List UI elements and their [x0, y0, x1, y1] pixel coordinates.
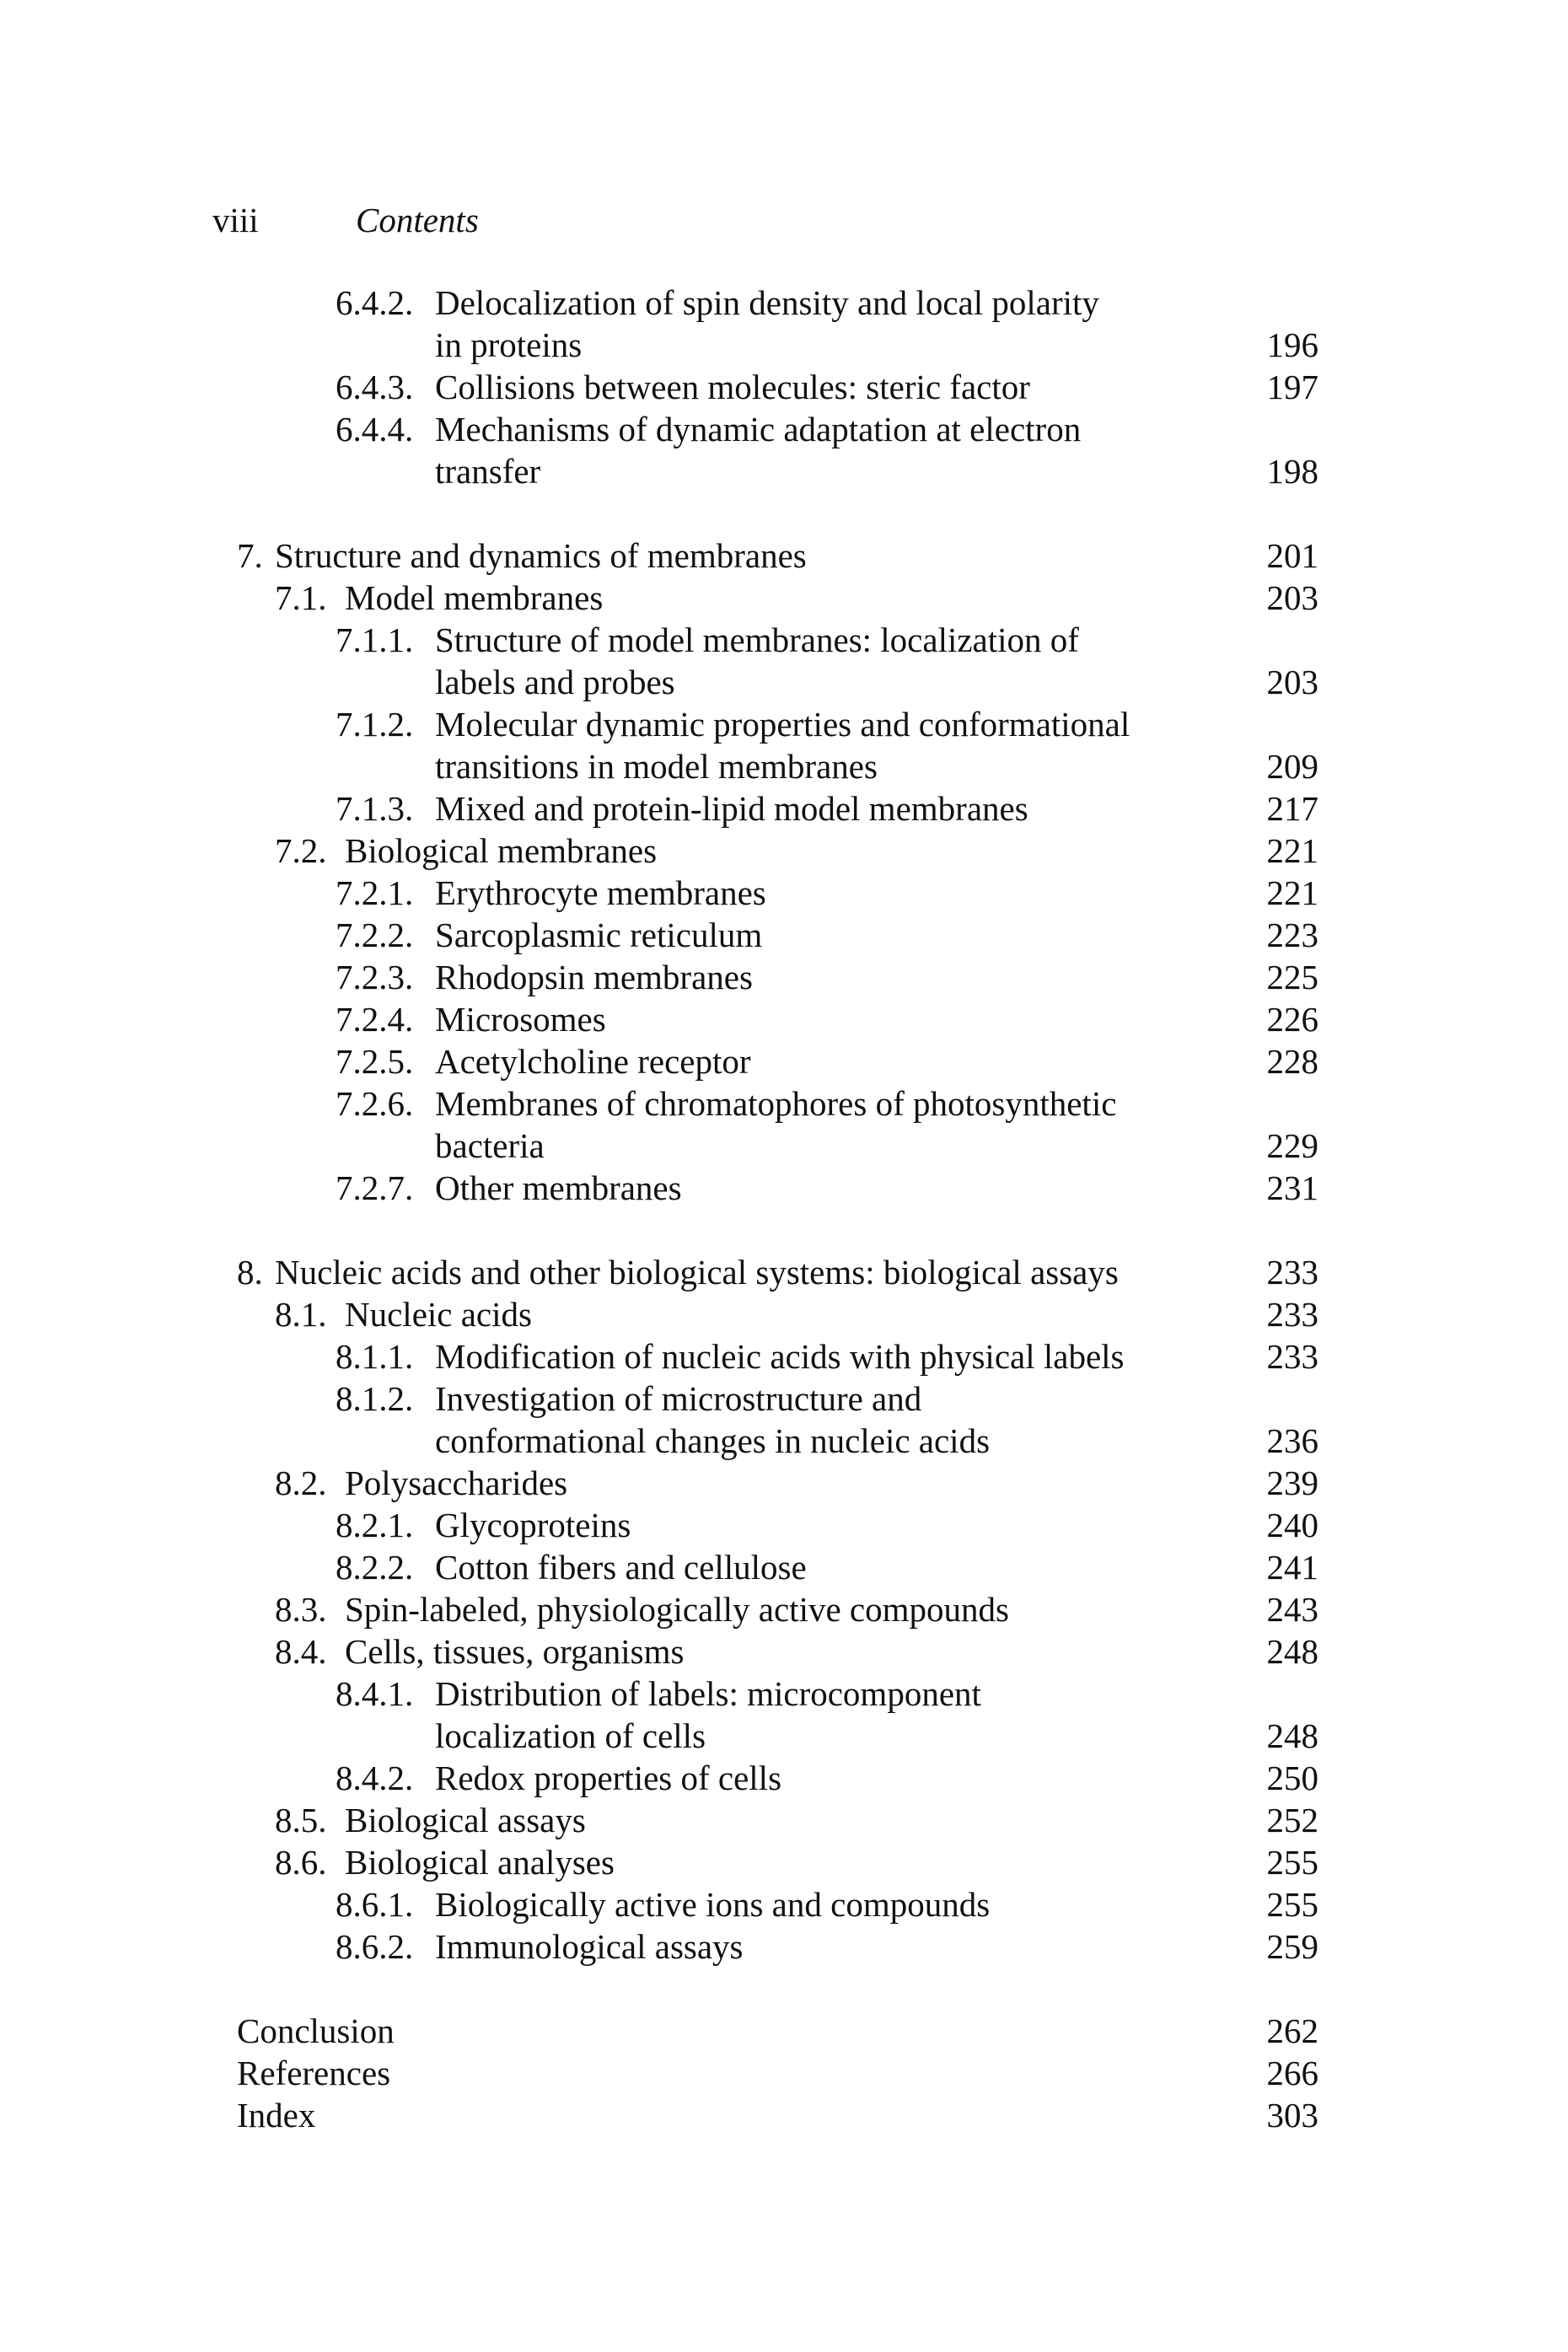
toc-entry-title: Index	[237, 2096, 316, 2135]
toc-entry-page: 225	[1266, 958, 1318, 996]
toc-entry-title: transitions in model membranes	[435, 747, 878, 786]
toc-entry-number: 8.2.	[275, 1463, 327, 1502]
toc-entry-number: 7.2.1.	[336, 873, 414, 912]
toc-entry	[0, 1757, 1568, 1799]
toc-entry-number: 7.2.4.	[336, 1000, 414, 1039]
section-spacer	[0, 1209, 1568, 1251]
toc-entry-number: 8.1.2.	[336, 1379, 414, 1418]
toc-entry-number: 8.4.1.	[336, 1674, 414, 1713]
toc-entry-number: 7.1.1.	[336, 620, 414, 659]
toc-entry-page: 233	[1266, 1337, 1318, 1376]
toc-entry-page: 209	[1266, 747, 1318, 786]
toc-entry-number: 8.1.1.	[336, 1337, 414, 1376]
toc-section	[0, 1462, 1568, 1504]
toc-entry-title: Membranes of chromatophores of photosynthetic	[435, 1084, 1117, 1123]
toc-entry-title: Conclusion	[237, 2011, 395, 2050]
toc-entry-title: References	[237, 2054, 391, 2092]
toc-entry-number: 8.2.1.	[336, 1506, 414, 1544]
toc-entry-title: Collisions between molecules: steric factor	[435, 368, 1030, 406]
toc-entry-title: Spin-labeled, physiologically active compounds	[345, 1590, 1009, 1629]
toc-entry	[0, 1040, 1568, 1082]
toc-entry-page: 236	[1266, 1421, 1318, 1460]
toc-entry-title: Glycoproteins	[435, 1506, 631, 1544]
toc-entry-page: 198	[1266, 452, 1318, 491]
toc-entry-number: 7.2.2.	[336, 916, 414, 954]
toc-entry-page: 221	[1266, 873, 1318, 912]
toc-entry	[0, 1925, 1568, 1968]
toc-entry	[0, 366, 1568, 408]
toc-entry-page: 241	[1266, 1548, 1318, 1587]
toc-entry-page: 196	[1266, 325, 1318, 364]
toc-section	[0, 1588, 1568, 1630]
toc-entry-title: Investigation of microstructure and	[435, 1379, 922, 1418]
toc-entry-title: Erythrocyte membranes	[435, 873, 766, 912]
toc-entry-title: Nucleic acids	[345, 1295, 532, 1334]
toc-entry	[0, 1546, 1568, 1588]
toc-entry-page: 255	[1266, 1843, 1318, 1882]
toc-entry-number: 8.6.	[275, 1843, 327, 1882]
toc-entry	[0, 1377, 1568, 1420]
toc-entry-title: Immunological assays	[435, 1927, 744, 1966]
table-of-contents	[0, 282, 1568, 2136]
toc-entry-number: 7.2.5.	[336, 1042, 414, 1081]
toc-entry-page: 217	[1266, 789, 1318, 828]
toc-entry-title: Delocalization of spin density and local polarity	[435, 283, 1099, 322]
toc-entry	[0, 1715, 1568, 1757]
toc-section	[0, 577, 1568, 619]
toc-entry-title: Distribution of labels: microcomponent	[435, 1674, 981, 1713]
toc-entry-title: localization of cells	[435, 1716, 706, 1755]
toc-entry-title: Rhodopsin membranes	[435, 958, 753, 996]
toc-entry-page: 231	[1266, 1168, 1318, 1207]
toc-section	[0, 1293, 1568, 1335]
toc-entry-page: 221	[1266, 831, 1318, 870]
toc-entry-title: conformational changes in nucleic acids	[435, 1421, 991, 1460]
toc-section	[0, 1841, 1568, 1883]
toc-entry-number: 7.1.	[275, 578, 327, 617]
toc-entry-title: Other membranes	[435, 1168, 682, 1207]
toc-entry	[0, 1167, 1568, 1209]
toc-entry-page: 259	[1266, 1927, 1318, 1966]
toc-entry-number: 8.	[237, 1253, 263, 1291]
toc-entry-title: Acetylcholine receptor	[435, 1042, 751, 1081]
toc-entry-title: in proteins	[435, 325, 583, 364]
toc-entry-number: 8.4.	[275, 1632, 327, 1671]
toc-entry	[0, 914, 1568, 956]
toc-section	[0, 1630, 1568, 1673]
toc-entry	[0, 787, 1568, 830]
toc-chapter	[0, 1251, 1568, 1293]
toc-section	[0, 1799, 1568, 1841]
toc-entry-number: 7.	[237, 536, 263, 575]
toc-entry-title: Biological membranes	[345, 831, 658, 870]
toc-back-matter	[0, 2010, 1568, 2052]
toc-entry-number: 8.1.	[275, 1295, 327, 1334]
toc-entry-title: Biologically active ions and compounds	[435, 1885, 991, 1924]
toc-entry-title: Cells, tissues, organisms	[345, 1632, 685, 1671]
toc-entry	[0, 1504, 1568, 1546]
toc-entry	[0, 998, 1568, 1040]
toc-entry-page: 255	[1266, 1885, 1318, 1924]
toc-entry-title: Nucleic acids and other biological systems: biological assays	[275, 1253, 1119, 1291]
section-spacer	[0, 492, 1568, 534]
toc-entry-title: Polysaccharides	[345, 1463, 568, 1502]
toc-entry-number: 6.4.2.	[336, 283, 414, 322]
toc-entry	[0, 450, 1568, 492]
toc-entry-page: 203	[1266, 663, 1318, 701]
toc-entry-number: 8.4.2.	[336, 1759, 414, 1797]
toc-entry-title: Biological assays	[345, 1801, 586, 1839]
toc-entry-page: 252	[1266, 1801, 1318, 1839]
toc-entry	[0, 872, 1568, 914]
toc-entry-number: 8.2.2.	[336, 1548, 414, 1587]
toc-entry-number: 6.4.3.	[336, 368, 414, 406]
toc-entry-page: 226	[1266, 1000, 1318, 1039]
toc-entry-page: 248	[1266, 1632, 1318, 1671]
toc-entry-page: 243	[1266, 1590, 1318, 1629]
toc-entry-title: Biological analyses	[345, 1843, 615, 1882]
toc-entry-page: 228	[1266, 1042, 1318, 1081]
toc-entry-title: labels and probes	[435, 663, 675, 701]
toc-entry-title: Mixed and protein-lipid model membranes	[435, 789, 1028, 828]
toc-back-matter	[0, 2052, 1568, 2094]
toc-entry-number: 6.4.4.	[336, 410, 414, 448]
toc-entry	[0, 1335, 1568, 1377]
toc-entry	[0, 956, 1568, 998]
toc-entry-page: 197	[1266, 368, 1318, 406]
toc-entry	[0, 1420, 1568, 1462]
toc-entry	[0, 324, 1568, 366]
toc-entry-number: 8.5.	[275, 1801, 327, 1839]
toc-entry-page: 233	[1266, 1253, 1318, 1291]
toc-entry	[0, 1082, 1568, 1125]
toc-entry-number: 8.3.	[275, 1590, 327, 1629]
toc-entry-title: Sarcoplasmic reticulum	[435, 916, 763, 954]
toc-entry-number: 7.2.7.	[336, 1168, 414, 1207]
toc-entry-page: 262	[1266, 2011, 1318, 2050]
running-head	[212, 199, 479, 241]
toc-section	[0, 830, 1568, 872]
running-head-title: Contents	[356, 201, 479, 239]
toc-entry-title: Model membranes	[345, 578, 604, 617]
toc-chapter	[0, 534, 1568, 577]
toc-entry	[0, 1883, 1568, 1925]
toc-entry	[0, 703, 1568, 745]
toc-entry-number: 7.2.	[275, 831, 327, 870]
toc-entry-page: 303	[1266, 2096, 1318, 2135]
toc-entry-title: transfer	[435, 452, 541, 491]
toc-entry-title: Structure of model membranes: localization of	[435, 620, 1079, 659]
toc-entry	[0, 661, 1568, 703]
toc-entry-page: 240	[1266, 1506, 1318, 1544]
toc-entry-title: Modification of nucleic acids with physical labels	[435, 1337, 1125, 1376]
page-folio: viii	[212, 201, 259, 239]
toc-entry-title: bacteria	[435, 1126, 545, 1165]
toc-back-matter	[0, 2094, 1568, 2136]
toc-entry	[0, 282, 1568, 324]
toc-entry-page: 248	[1266, 1716, 1318, 1755]
toc-entry-page: 266	[1266, 2054, 1318, 2092]
toc-entry-page: 239	[1266, 1463, 1318, 1502]
toc-entry	[0, 1673, 1568, 1715]
toc-entry-number: 8.6.1.	[336, 1885, 414, 1924]
toc-entry-title: Molecular dynamic properties and conformational	[435, 705, 1130, 744]
toc-entry	[0, 619, 1568, 661]
toc-entry	[0, 745, 1568, 787]
toc-entry-title: Structure and dynamics of membranes	[275, 536, 807, 575]
toc-entry-number: 7.2.6.	[336, 1084, 414, 1123]
toc-entry-page: 223	[1266, 916, 1318, 954]
toc-entry-page: 201	[1266, 536, 1318, 575]
toc-entry-page: 203	[1266, 578, 1318, 617]
toc-entry-title: Redox properties of cells	[435, 1759, 782, 1797]
section-spacer	[0, 1968, 1568, 2010]
toc-entry-title: Mechanisms of dynamic adaptation at electron	[435, 410, 1082, 448]
toc-entry-number: 8.6.2.	[336, 1927, 414, 1966]
toc-entry-title: Cotton fibers and cellulose	[435, 1548, 807, 1587]
toc-entry-number: 7.1.2.	[336, 705, 414, 744]
toc-entry-number: 7.2.3.	[336, 958, 414, 996]
toc-entry-page: 229	[1266, 1126, 1318, 1165]
toc-entry	[0, 1125, 1568, 1167]
toc-entry-number: 7.1.3.	[336, 789, 414, 828]
toc-entry-page: 250	[1266, 1759, 1318, 1797]
toc-entry-title: Microsomes	[435, 1000, 606, 1039]
toc-entry-page: 233	[1266, 1295, 1318, 1334]
toc-entry	[0, 408, 1568, 450]
